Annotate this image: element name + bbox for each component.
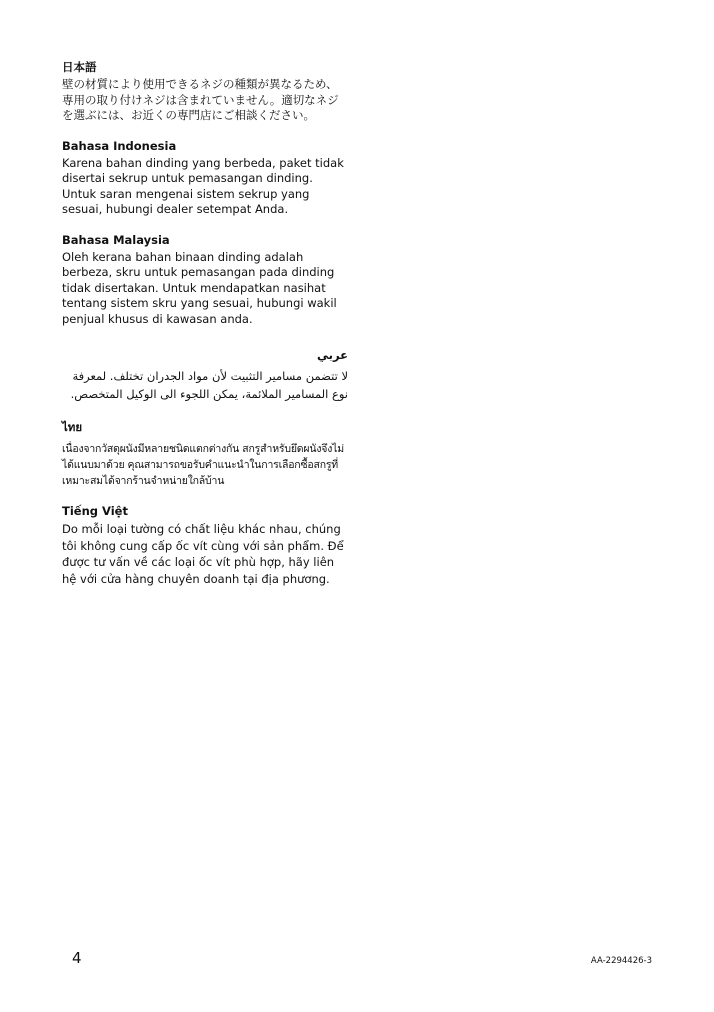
section-vietnamese (62, 503, 348, 587)
section-bahasa-indonesia (62, 138, 348, 218)
text-vietnamese: Do mỗi loại tường có chất liệu khác nhau, chúng tôi không cung cấp ốc vít cùng với sản phẩm. Để được tư vấn về các loại ốc vít phù hợp, hãy liên hệ với cửa hàng chuyên doanh tại địa phương. (62, 522, 344, 586)
section-japanese (62, 59, 348, 124)
section-arabic (62, 347, 348, 403)
heading-vietnamese: Tiếng Việt (62, 504, 128, 518)
text-japanese: 壁の材質により使用できるネジの種類が異なるため、専用の取り付けネジは含まれていません。適切なネジを選ぶには、お近くの専門店にご相談ください。 (62, 77, 339, 122)
heading-arabic: عربي (317, 348, 348, 362)
instruction-text-column (62, 59, 348, 601)
heading-bahasa-malaysia: Bahasa Malaysia (62, 232, 170, 247)
page-number: 4 (72, 949, 82, 967)
text-bahasa-malaysia: Oleh kerana bahan binaan dinding adalah berbeza, skru untuk pemasangan pada dinding tidak disertakan. Untuk mendapatkan nasihat tentang sistem skru yang sesuai, hubungi wakil penjual khusus di kawasan anda. (62, 249, 337, 326)
heading-bahasa-indonesia: Bahasa Indonesia (62, 138, 177, 153)
document-code: AA-2294426-3 (590, 956, 652, 966)
text-arabic: لا تتضمن مسامير التثبيت لأن مواد الجدران تختلف. لمعرفة نوع المسامير الملائمة، يمكن اللجوء الى الوكيل المتخصص. (70, 369, 348, 401)
heading-thai: ไทย (62, 420, 83, 434)
section-thai (62, 419, 348, 489)
text-thai: เนื่องจากวัสดุผนังมีหลายชนิดแตกต่างกัน สกรูสำหรับยึดผนังจึงไม่ได้แนบมาด้วย คุณสามารถขอรับคำแนะนำในการเลือกซื้อสกรูที่เหมาะสมได้จากร้านจำหน่ายใกล้บ้าน (62, 443, 344, 487)
section-bahasa-malaysia (62, 232, 348, 328)
text-bahasa-indonesia: Karena bahan dinding yang berbeda, paket tidak disertai sekrup untuk pemasangan dinding. Untuk saran mengenai sistem sekrup yang sesuai, hubungi dealer setempat Anda. (62, 155, 344, 216)
heading-japanese: 日本語 (62, 60, 97, 74)
